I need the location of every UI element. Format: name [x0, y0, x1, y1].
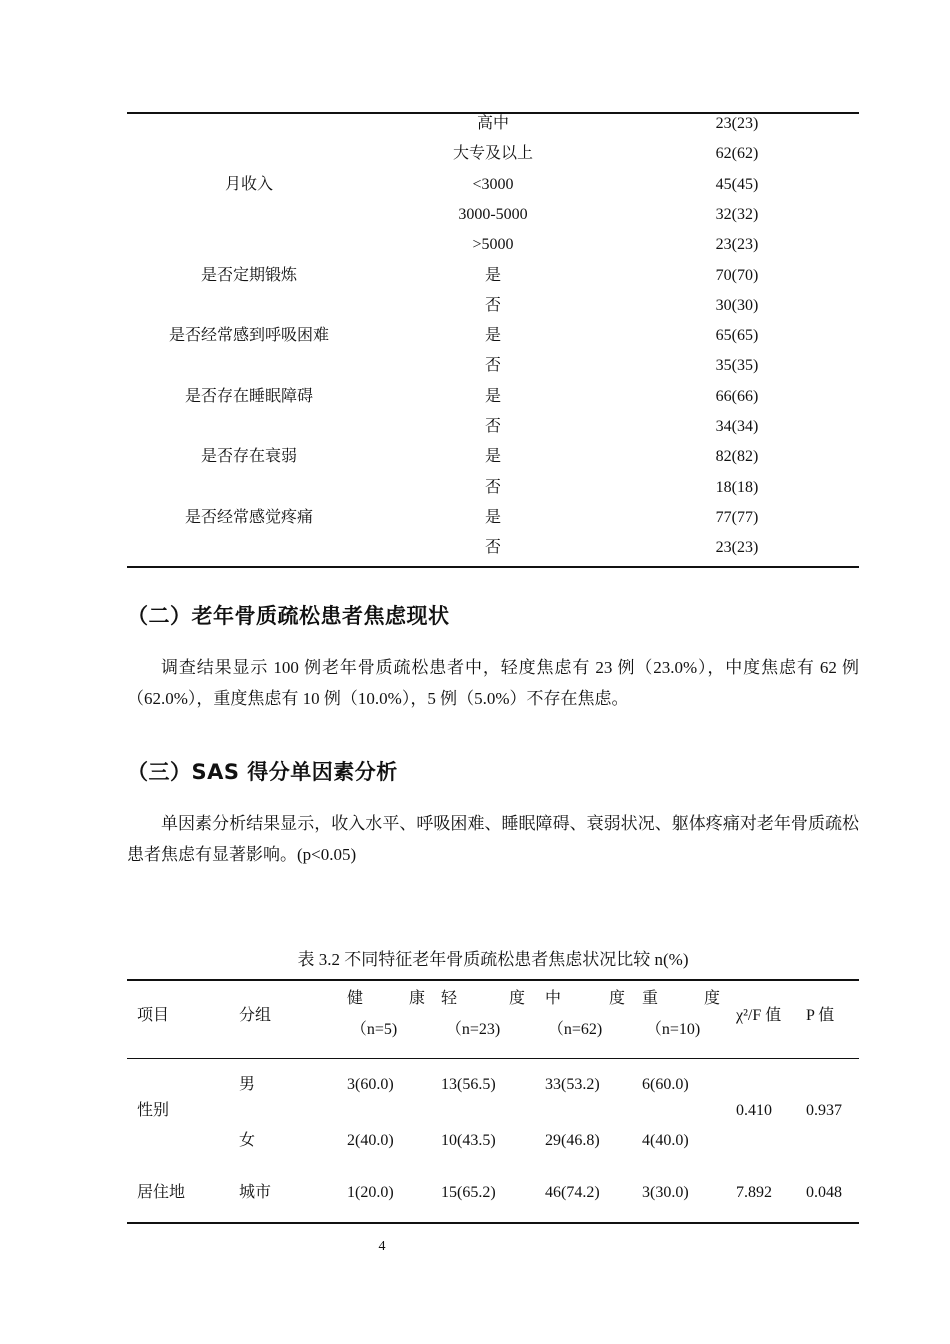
paragraph-text: 调查结果显示 100 例老年骨质疏松患者中，轻度焦虑有 23 例（23.0%），中度焦虑有 62 例（62.0%），重度焦虑有 10 例（10.0%），5 例（5.0%）不存在焦虑。 [127, 658, 859, 708]
cell-count: 23(23) [715, 236, 759, 254]
cell-count: 32(32) [715, 205, 759, 223]
cell-item-sex: 性别 [137, 1102, 170, 1119]
table-characteristics-continued [127, 112, 859, 568]
cell-p-sex: 0.937 [806, 1102, 842, 1119]
cell-count: 34(34) [715, 418, 759, 435]
cell-p-residence: 0.048 [806, 1184, 842, 1201]
cell-mild: 10(43.5) [441, 1132, 496, 1149]
section-heading-sas-analysis: （三）SAS 得分单因素分析 [127, 760, 398, 784]
cell-severe: 3(30.0) [642, 1184, 689, 1201]
cell-count: 45(45) [715, 175, 759, 193]
cell-value: 是 [484, 327, 502, 345]
header-moderate-char1: 中 [545, 990, 562, 1007]
header-item: 项目 [137, 1007, 170, 1024]
cell-count: 23(23) [715, 115, 759, 132]
cell-value: 是 [484, 266, 502, 284]
cell-moderate: 33(53.2) [545, 1076, 600, 1093]
cell-value: 是 [484, 508, 502, 526]
cell-value: 否 [484, 478, 502, 496]
paragraph-sas-analysis [127, 808, 859, 870]
cell-healthy: 1(20.0) [347, 1184, 394, 1201]
header-mild [441, 989, 525, 1009]
header-mild-char2: 度 [508, 990, 525, 1007]
table-top-rule [127, 979, 859, 981]
cell-mild: 15(65.2) [441, 1184, 496, 1201]
header-severe-char1: 重 [642, 990, 659, 1007]
cell-count: 18(18) [715, 478, 759, 496]
header-moderate-n: （n=62) [547, 1021, 603, 1038]
cell-mild: 13(56.5) [441, 1076, 496, 1093]
cell-value: 否 [484, 539, 502, 557]
table-bottom-rule [127, 1222, 859, 1224]
cell-count: 82(82) [715, 448, 759, 466]
header-group: 分组 [239, 1007, 272, 1024]
cell-stat-sex: 0.410 [736, 1102, 772, 1119]
cell-healthy: 2(40.0) [347, 1132, 394, 1149]
section-heading-anxiety-status: （二）老年骨质疏松患者焦虑现状 [127, 604, 450, 628]
cell-moderate: 29(46.8) [545, 1132, 600, 1149]
cell-item-residence: 居住地 [137, 1184, 186, 1201]
header-healthy-char1: 健 [347, 990, 364, 1007]
cell-value: 否 [484, 357, 502, 375]
cell-stat-residence: 7.892 [736, 1184, 772, 1201]
header-healthy [347, 989, 425, 1009]
cell-count: 77(77) [715, 508, 759, 526]
header-severe-char2: 度 [703, 990, 720, 1007]
cell-count: 70(70) [715, 266, 759, 284]
cell-severe: 4(40.0) [642, 1132, 689, 1149]
cell-value: 是 [484, 387, 502, 405]
cell-count: 65(65) [715, 327, 759, 345]
table-header-rule [127, 1058, 859, 1059]
cell-group: 是否存在睡眠障碍 [184, 387, 314, 405]
cell-value: 高中 [476, 115, 510, 132]
cell-count: 23(23) [715, 539, 759, 557]
header-healthy-n: （n=5) [350, 1021, 398, 1038]
cell-value: 是 [484, 448, 502, 466]
cell-value: >5000 [472, 236, 514, 254]
cell-value: <3000 [472, 175, 514, 193]
cell-value: 否 [484, 296, 502, 314]
cell-group: 男 [239, 1076, 256, 1093]
table-caption: 表 3.2 不同特征老年骨质疏松患者焦虑状况比较 n(%) [297, 950, 689, 969]
header-mild-char1: 轻 [441, 990, 458, 1007]
header-severe [642, 989, 720, 1009]
cell-count: 35(35) [715, 357, 759, 375]
cell-severe: 6(60.0) [642, 1076, 689, 1093]
table-anxiety-comparison [127, 979, 859, 1224]
cell-healthy: 3(60.0) [347, 1076, 394, 1093]
cell-count: 30(30) [715, 296, 759, 314]
cell-group: 是否经常感觉疼痛 [184, 508, 314, 526]
header-healthy-char2: 康 [408, 990, 425, 1007]
header-p: P 值 [806, 1007, 835, 1024]
cell-count: 66(66) [715, 387, 759, 405]
header-moderate [545, 989, 625, 1009]
header-stat: χ²/F 值 [736, 1007, 782, 1024]
paragraph-anxiety-status [127, 652, 859, 714]
cell-value: 大专及以上 [452, 145, 534, 163]
cell-count: 62(62) [715, 145, 759, 163]
cell-value: 否 [484, 418, 502, 435]
paragraph-text: 单因素分析结果显示，收入水平、呼吸困难、睡眠障碍、衰弱状况、躯体疼痛对老年骨质疏松患者焦虑有显著影响。(p<0.05) [127, 814, 859, 864]
cell-group: 是否经常感到呼吸困难 [168, 327, 330, 345]
header-moderate-char2: 度 [608, 990, 625, 1007]
page-number: 4 [378, 1239, 386, 1254]
header-severe-n: （n=10) [645, 1021, 701, 1038]
table-bottom-rule [127, 566, 859, 568]
cell-group: 是否存在衰弱 [200, 448, 298, 466]
cell-moderate: 46(74.2) [545, 1184, 600, 1201]
cell-group: 是否定期锻炼 [200, 266, 298, 284]
cell-value: 3000-5000 [458, 205, 528, 223]
header-mild-n: （n=23) [445, 1021, 501, 1038]
cell-group: 城市 [239, 1184, 272, 1201]
cell-group: 女 [239, 1132, 256, 1149]
cell-group: 月收入 [224, 175, 274, 193]
